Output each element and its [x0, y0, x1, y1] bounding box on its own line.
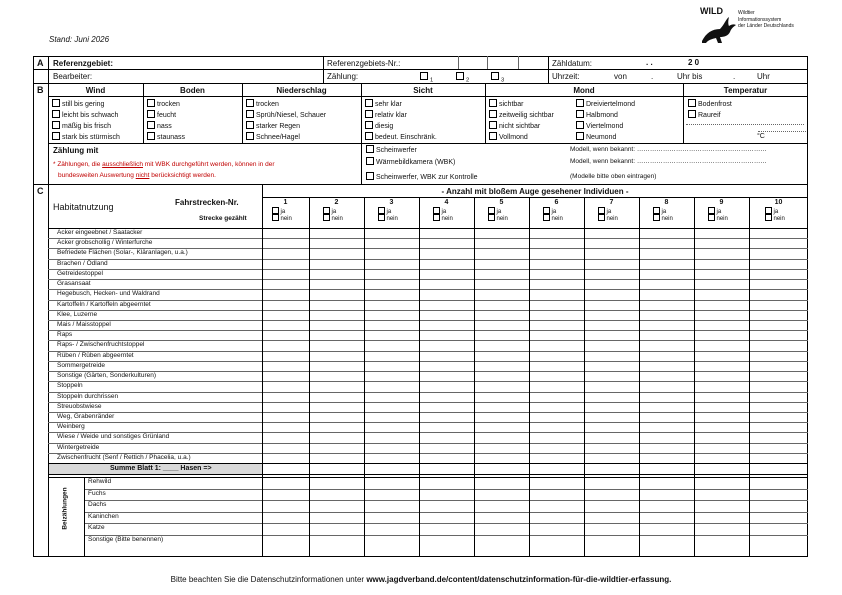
date-dots: . . [646, 58, 653, 67]
mond-option[interactable] [489, 99, 524, 109]
strecke-nein-option[interactable] [378, 214, 398, 223]
checkbox[interactable] [246, 132, 254, 140]
checkbox[interactable] [147, 99, 155, 107]
option-label: bedeut. Einschränk. [375, 134, 437, 141]
beizaehlung-row-label: Kaninchen [88, 512, 119, 520]
habitat-row-label: Wintergetreide [57, 443, 100, 451]
option-number: 1 [430, 77, 434, 84]
note-text: bundesweiten Auswertung [58, 172, 136, 179]
habitat-row-label: Grasansaat [57, 280, 91, 288]
beizaehlungen-label: Beizählungen [61, 487, 69, 530]
habitat-row-label: Acker grobschollig / Winterfurche [57, 239, 153, 247]
checkbox[interactable] [52, 121, 60, 129]
option-label: trocken [256, 101, 279, 108]
option-label: Scheinwerfer [376, 147, 417, 154]
strecke-nein-option[interactable] [543, 214, 563, 223]
option-label: nein [606, 216, 618, 222]
uhr-label: Uhr [757, 72, 770, 81]
checkbox[interactable] [576, 132, 584, 140]
wind-option[interactable] [52, 132, 120, 142]
sicht-header: Sicht [413, 86, 433, 95]
niederschlag-option[interactable] [246, 132, 300, 142]
option-label: nein [441, 216, 453, 222]
option-label: ja [386, 209, 392, 215]
beizaehlung-row-label: Fuchs [88, 489, 106, 497]
checkbox[interactable] [489, 110, 497, 118]
column-number: 6 [554, 199, 559, 206]
checkbox[interactable] [420, 72, 428, 80]
habitat-row-label: Kartoffeln / Kartoffeln abgeerntet [57, 300, 151, 308]
checkbox[interactable] [708, 207, 715, 214]
geraet-wbk[interactable] [366, 157, 455, 167]
option-label: Viertelmond [586, 123, 624, 130]
checkbox[interactable] [366, 172, 374, 180]
habitat-row-label: Weinberg [57, 423, 85, 431]
strecke-gezaehlt-label: Strecke gezählt [199, 215, 247, 222]
wild-logo [698, 6, 808, 44]
option-label: ja [661, 209, 667, 215]
checkbox[interactable] [52, 99, 60, 107]
section-a-letter: A [37, 58, 44, 68]
bearbeiter-label: Bearbeiter: [53, 72, 93, 81]
beizaehlung-row-label: Katze [88, 524, 105, 532]
option-label: ja [496, 209, 502, 215]
option-label: nein [773, 216, 785, 222]
mond-option[interactable] [489, 132, 528, 142]
habitat-row-label: Raps [57, 331, 73, 339]
zaehlung-option-2[interactable] [456, 72, 469, 85]
mond-phase-option[interactable] [576, 132, 616, 142]
temperatur-option[interactable] [688, 99, 732, 109]
option-label: ja [551, 209, 557, 215]
anzahl-header: - Anzahl mit bloßem Auge gesehener Individuen - [441, 187, 629, 196]
wind-option[interactable] [52, 121, 111, 131]
logo-text [738, 10, 794, 30]
footer-note [0, 575, 842, 584]
sicht-option[interactable] [365, 110, 407, 120]
sicht-option[interactable] [365, 99, 402, 109]
habitat-row-label: Weg, Grabenränder [57, 412, 115, 420]
referenzgebiet-label: Referenzgebiet: [53, 59, 114, 68]
option-label: stark bis stürmisch [62, 134, 120, 141]
modell-line-1[interactable]: Modell, wenn bekannt: …………………………………………………… [570, 146, 767, 153]
checkbox[interactable] [147, 110, 155, 118]
option-label: sichtbar [499, 101, 524, 108]
habitat-row-label: Sommergetreide [57, 361, 106, 369]
niederschlag-option[interactable] [246, 99, 279, 109]
option-label: nein [716, 216, 728, 222]
option-label: mäßig bis frisch [62, 123, 112, 130]
modell-hint: (Modelle bitte oben eintragen) [570, 173, 657, 180]
note-underline: ausschließlich [102, 161, 143, 168]
wbk-note-1 [53, 160, 275, 169]
option-label: Vollmond [499, 134, 528, 141]
option-label: still bis gering [62, 101, 105, 108]
checkbox[interactable] [366, 145, 374, 153]
zaehlung-label: Zählung: [327, 72, 359, 81]
uhr-bis-label: Uhr bis [677, 72, 703, 81]
option-label: Neumond [586, 134, 617, 141]
column-number: 2 [334, 199, 339, 206]
option-label: ja [716, 209, 722, 215]
option-label: leicht bis schwach [62, 112, 119, 119]
option-label: Scheinwerfer, WBK zur Kontrolle [376, 174, 478, 181]
option-label: nass [157, 123, 172, 130]
option-label: feucht [157, 112, 177, 119]
wbk-note-2 [58, 171, 216, 180]
checkbox[interactable] [323, 214, 330, 221]
column-number: 9 [719, 199, 724, 206]
habitat-row-label: Rüben / Rüben abgeerntet [57, 351, 134, 359]
checkbox[interactable] [433, 207, 440, 214]
mond-header: Mond [573, 86, 595, 95]
hare-icon [698, 15, 738, 45]
checkbox[interactable] [765, 214, 772, 221]
checkbox[interactable] [378, 214, 385, 221]
option-label: sehr klar [375, 101, 402, 108]
note-text: berücksichtigt werden. [149, 172, 216, 179]
logo-line: Wildtier [738, 10, 755, 16]
option-label: nein [496, 216, 508, 222]
option-label: Dreiviertelmond [586, 101, 636, 108]
geraet-scheinwerfer-wbk[interactable] [366, 172, 478, 182]
option-label: trocken [157, 101, 180, 108]
column-number: 5 [499, 199, 504, 206]
checkbox[interactable] [543, 207, 550, 214]
checkbox[interactable] [598, 207, 605, 214]
habitat-row-label: Stoppeln [57, 382, 83, 390]
boden-option[interactable] [147, 99, 180, 109]
habitat-row-label: Zwischenfrucht (Senf / Rettich / Phacelia, u.a.) [57, 453, 191, 461]
uhrzeit-label: Uhrzeit: [552, 72, 580, 81]
column-number: 7 [609, 199, 614, 206]
habitat-row-label: Getreidestoppel [57, 269, 103, 277]
habitat-row-label: Raps- / Zwischenfruchtstoppel [57, 341, 145, 349]
logo-line: der Länder Deutschlands [738, 23, 794, 29]
wind-option[interactable] [52, 110, 118, 120]
option-label: nein [280, 216, 292, 222]
column-number: 8 [664, 199, 669, 206]
option-label: ja [773, 209, 779, 215]
checkbox[interactable] [365, 99, 373, 107]
option-label: nein [661, 216, 673, 222]
checkbox[interactable] [272, 214, 279, 221]
option-label: Bodenfrost [698, 101, 732, 108]
zaehlung-mit-label: Zählung mit [53, 146, 99, 155]
option-label: ja [441, 209, 447, 215]
option-label: nein [331, 216, 343, 222]
habitat-row-label: Brachen / Ödland [57, 259, 108, 267]
time-dot: . [651, 72, 654, 81]
temperatur-header: Temperatur [723, 86, 768, 95]
habitat-row-label: Mais / Maisstoppel [57, 320, 111, 328]
option-label: staunass [157, 134, 186, 141]
mond-phase-option[interactable] [576, 110, 618, 120]
niederschlag-option[interactable] [246, 121, 300, 131]
checkbox[interactable] [488, 207, 495, 214]
checkbox[interactable] [489, 99, 497, 107]
checkbox[interactable] [378, 207, 385, 214]
temperature-line [758, 131, 806, 132]
strecke-nein-option[interactable] [323, 214, 343, 223]
boden-option[interactable] [147, 132, 185, 142]
wind-option[interactable] [52, 99, 104, 109]
section-b-letter: B [37, 85, 44, 95]
checkbox[interactable] [272, 207, 279, 214]
habitat-row-label: Befriedete Flächen (Solar-, Kläranlagen, u.a.) [57, 249, 188, 257]
footer-link[interactable]: www.jagdverband.de/content/datenschutzinformation-für-die-wildtier-erfassung. [366, 575, 672, 584]
zaehlung-option-1[interactable] [420, 72, 433, 85]
option-label: nein [386, 216, 398, 222]
checkbox[interactable] [688, 110, 696, 118]
option-label: diesig [375, 123, 394, 130]
footer-text: Bitte beachten Sie die Datenschutzinformationen unter [170, 575, 367, 584]
strecke-nein-option[interactable] [272, 214, 292, 223]
option-label: Halbmond [586, 112, 618, 119]
checkbox[interactable] [489, 132, 497, 140]
von-label: von [614, 72, 627, 81]
temperatur-option[interactable] [688, 110, 721, 120]
note-text: mit WBK durchgeführt werden, können in der [142, 161, 275, 168]
strecke-nein-option[interactable] [653, 214, 673, 223]
option-label: nein [551, 216, 563, 222]
zaehlung-option-3[interactable] [491, 72, 504, 85]
referenzgebiets-nr-label: Referenzgebiets-Nr.: [327, 59, 401, 68]
column-number: 3 [389, 199, 394, 206]
wind-header: Wind [85, 86, 106, 95]
column-number: 4 [444, 199, 449, 206]
boden-header: Boden [180, 86, 205, 95]
option-number: 3 [501, 77, 505, 84]
option-label: Raureif [698, 112, 721, 119]
note-underline: nicht [135, 172, 150, 179]
fahrstrecken-label: Fahrstrecken-Nr. [175, 198, 239, 207]
checkbox[interactable] [246, 110, 254, 118]
checkbox[interactable] [765, 207, 772, 214]
option-number: 2 [466, 77, 470, 84]
checkbox[interactable] [366, 157, 374, 165]
modell-line-2[interactable]: Modell, wenn bekannt: …………………………………………………… [570, 158, 767, 165]
sicht-option[interactable] [365, 132, 437, 142]
checkbox[interactable] [488, 214, 495, 221]
niederschlag-header: Niederschlag [276, 86, 327, 95]
mond-option[interactable] [489, 110, 554, 120]
summe-label: Summe Blatt 1: ____ Hasen => [110, 465, 212, 473]
mond-phase-option[interactable] [576, 99, 635, 109]
strecke-nein-option[interactable] [433, 214, 453, 223]
niederschlag-option[interactable] [246, 110, 326, 120]
column-number: 10 [774, 199, 783, 206]
boden-option[interactable] [147, 121, 172, 131]
option-label: ja [606, 209, 612, 215]
habitat-row-label: Wiese / Weide und sonstiges Grünland [57, 433, 170, 441]
checkbox[interactable] [576, 110, 584, 118]
habitat-row-label: Streuobstwiese [57, 402, 102, 410]
checkbox[interactable] [52, 132, 60, 140]
strecke-nein-option[interactable] [598, 214, 618, 223]
mond-phase-option[interactable] [576, 121, 623, 131]
checkbox[interactable] [147, 121, 155, 129]
checkbox[interactable] [246, 121, 254, 129]
checkbox[interactable] [688, 99, 696, 107]
habitat-label: Habitatnutzung [53, 202, 114, 212]
checkbox[interactable] [491, 72, 499, 80]
option-label: ja [331, 209, 337, 215]
habitat-row-label: Sonstige (Gärten, Sonderkulturen) [57, 372, 156, 380]
strecke-nein-option[interactable] [708, 214, 728, 223]
option-label: Schnee/Hagel [256, 134, 300, 141]
checkbox[interactable] [323, 207, 330, 214]
option-label: Sprüh/Niesel, Schauer [256, 112, 327, 119]
habitat-row-label: Klee, Luzerne [57, 310, 98, 318]
column-number: 1 [283, 199, 288, 206]
celsius-label: °C [757, 133, 765, 140]
checkbox[interactable] [489, 121, 497, 129]
beizaehlung-row-label: Sonstige (Bitte benennen) [88, 535, 164, 543]
logo-line: Informationssystem [738, 16, 782, 23]
checkbox[interactable] [433, 214, 440, 221]
checkbox[interactable] [147, 132, 155, 140]
temperature-input-line[interactable] [686, 124, 804, 125]
checkbox[interactable] [365, 132, 373, 140]
checkbox[interactable] [653, 207, 660, 214]
beizaehlung-row-label: Dachs [88, 501, 107, 509]
boden-option[interactable] [147, 110, 176, 120]
sicht-option[interactable] [365, 121, 393, 131]
checkbox[interactable] [365, 110, 373, 118]
option-label: starker Regen [256, 123, 300, 130]
section-c-letter: C [37, 186, 44, 196]
note-text: * Zählungen, die [53, 161, 103, 168]
checkbox[interactable] [456, 72, 464, 80]
mond-option[interactable] [489, 121, 540, 131]
checkbox[interactable] [246, 99, 254, 107]
checkbox[interactable] [52, 110, 60, 118]
beizaehlung-row-label: Rehwild [88, 478, 112, 486]
checkbox[interactable] [543, 214, 550, 221]
habitat-row-label: Acker eingeebnet / Saatacker [57, 229, 143, 236]
time-dot: . [733, 72, 736, 81]
strecke-nein-option[interactable] [765, 214, 785, 223]
habitat-row-label: Stoppeln durchrissen [57, 392, 119, 400]
option-label: ja [280, 209, 286, 215]
checkbox[interactable] [365, 121, 373, 129]
strecke-nein-option[interactable] [488, 214, 508, 223]
option-label: nicht sichtbar [499, 123, 541, 130]
option-label: relativ klar [375, 112, 407, 119]
geraet-scheinwerfer[interactable] [366, 145, 417, 155]
stand-date: Stand: Juni 2026 [49, 35, 110, 44]
checkbox[interactable] [576, 99, 584, 107]
year-prefix: 2 0 [688, 58, 700, 67]
habitat-row-label: Hegebusch, Hecken- und Waldrand [57, 290, 160, 298]
checkbox[interactable] [653, 214, 660, 221]
checkbox[interactable] [576, 121, 584, 129]
option-label: zeitweilig sichtbar [499, 112, 554, 119]
zaehldatum-label: Zähldatum: [552, 59, 593, 68]
checkbox[interactable] [598, 214, 605, 221]
checkbox[interactable] [708, 214, 715, 221]
option-label: Wärmebildkamera (WBK) [376, 159, 456, 166]
logo-word: WILD [700, 6, 723, 16]
